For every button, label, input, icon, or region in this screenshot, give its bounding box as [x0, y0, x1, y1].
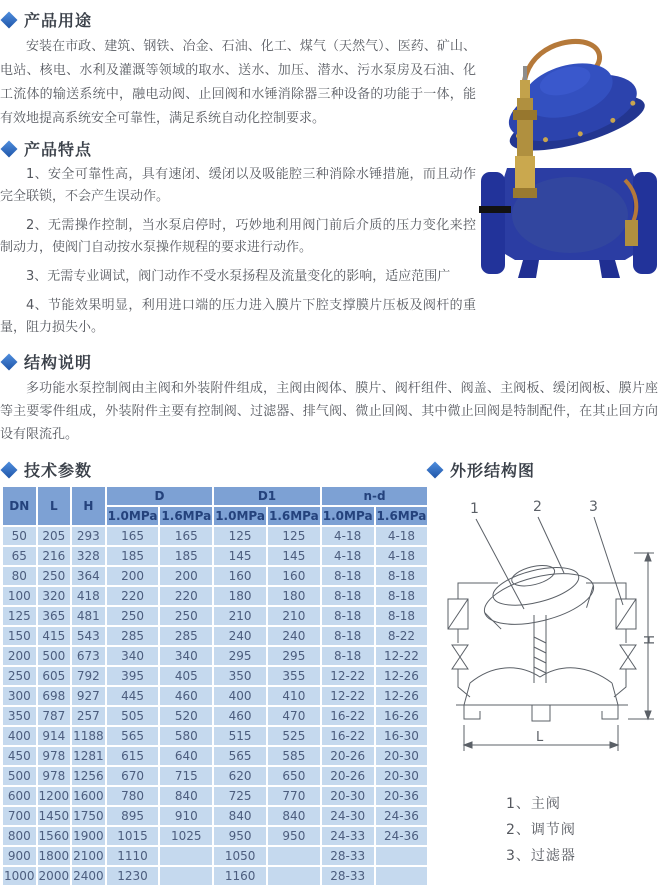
dimension-l-label: L [536, 730, 544, 745]
table-cell: 1281 [73, 749, 104, 763]
col-header-pressure: 1.6MPa [376, 509, 427, 523]
table-cell: 4-18 [322, 527, 374, 545]
table-cell: 1000 [4, 869, 35, 883]
table-cell: 250 [107, 607, 159, 625]
table-cell: 700 [3, 807, 36, 825]
bottom-section [0, 454, 660, 887]
table-cell: 24-33 [322, 827, 374, 845]
table-cell: 2000 [38, 869, 70, 883]
product-photo [479, 10, 659, 282]
outline-column [420, 454, 660, 887]
table-cell: 787 [38, 707, 71, 725]
table-cell: 4-18 [376, 527, 428, 545]
table-cell: 470 [268, 707, 320, 725]
table-cell: 2400 [73, 869, 104, 883]
table-cell: 65 [3, 547, 36, 565]
diamond-bullet-icon [1, 140, 18, 157]
section-outline-header [429, 458, 660, 481]
table-cell: 20-30 [322, 787, 374, 805]
table-cell: 125 [3, 607, 36, 625]
col-header-d1: D1 [214, 487, 320, 505]
section-title: 技术参数 [24, 461, 93, 480]
table-cell: 340 [160, 647, 212, 665]
table-cell: 515 [214, 727, 266, 745]
table-cell: 80 [3, 567, 36, 585]
table-cell: 615 [107, 747, 159, 765]
section-structure-header [3, 350, 660, 373]
table-cell: 240 [268, 627, 320, 645]
col-header-pressure: 1.6MPa [161, 509, 212, 523]
top-section [0, 4, 660, 346]
table-cell: 12-22 [322, 667, 374, 685]
structure-paragraph: 多功能水泵控制阀由主阀和外装附件组成，主阀由阀体、膜片、阀杆组件、阀盖、主阀板、缓闭阀板、膜片座等主要零件组成，外装附件主要有控制阀、过滤器、排气阀、微止回阀、其中微止回阀是特制配件，在其止回方向设有限流孔。 [0, 381, 658, 442]
table-row [3, 707, 427, 725]
col-header-dn: DN [3, 487, 36, 525]
table-cell: 950 [268, 827, 320, 845]
table-cell: 580 [160, 727, 212, 745]
table-cell: 24-36 [376, 827, 428, 845]
table-cell: 770 [268, 787, 320, 805]
table-cell: 792 [72, 667, 105, 685]
table-cell: 12-22 [322, 687, 374, 705]
table-cell: 16-26 [376, 707, 428, 725]
callout-leader-1 [476, 519, 524, 609]
table-cell: 4-18 [322, 547, 374, 565]
table-cell: 1025 [160, 827, 212, 845]
table-cell: 405 [160, 667, 212, 685]
table-cell: 295 [268, 647, 320, 665]
table-cell: 210 [268, 607, 320, 625]
table-row [3, 727, 427, 745]
table-row [3, 807, 427, 825]
col-header-pressure: 1.0MPa [215, 509, 265, 523]
section-usage-header [3, 8, 478, 31]
table-cell: 12-22 [376, 647, 428, 665]
feature-item: 3、无需专业调试，阀门动作不受水泵扬程及流量变化的影响，适应范围广 [26, 269, 451, 284]
left-valve-symbol [452, 629, 470, 697]
table-cell: 927 [72, 687, 105, 705]
table-cell: 780 [107, 787, 159, 805]
col-header-nd: n-d [322, 487, 428, 505]
table-cell: 445 [107, 687, 159, 705]
table-cell: 200 [3, 647, 36, 665]
table-cell: 328 [72, 547, 105, 565]
table-cell: 125 [268, 527, 320, 545]
table-cell: 165 [107, 527, 159, 545]
table-cell: 978 [38, 747, 71, 765]
table-row [3, 607, 427, 625]
outline-legend [506, 791, 660, 869]
table-cell: 364 [72, 567, 105, 585]
table-cell: 145 [268, 547, 320, 565]
table-cell: 481 [72, 607, 105, 625]
table-cell: 220 [160, 587, 212, 605]
table-cell: 640 [160, 747, 212, 765]
table-cell: 28-33 [322, 867, 374, 885]
table-cell: 500 [3, 767, 36, 785]
table-cell: 180 [214, 587, 266, 605]
table-cell: 160 [268, 567, 320, 585]
table-cell: 1015 [107, 827, 159, 845]
table-cell: 20-26 [322, 767, 374, 785]
table-row [3, 667, 427, 685]
table-cell: 8-18 [376, 607, 428, 625]
parameters-table [1, 485, 429, 887]
table-cell: 910 [160, 807, 212, 825]
section-title: 外形结构图 [450, 461, 536, 480]
feature-item: 1、安全可靠性高，具有速闭、缓闭以及吸能腔三种消除水锤措施，而且动作完全联锁，不会产生误动作。 [0, 167, 476, 204]
table-cell: 216 [38, 547, 71, 565]
callout-number-1: 1 [470, 501, 479, 517]
table-cell: 1450 [38, 809, 70, 823]
table-row [3, 867, 427, 885]
table-cell: 895 [107, 807, 159, 825]
table-cell: 165 [160, 527, 212, 545]
table-cell: 500 [38, 647, 71, 665]
table-row [3, 827, 427, 845]
table-cell: 698 [38, 687, 71, 705]
table-cell: 415 [38, 627, 71, 645]
table-cell: 800 [3, 827, 36, 845]
table-cell [268, 867, 320, 885]
table-cell: 1188 [73, 729, 104, 743]
table-cell: 1230 [107, 867, 159, 885]
usage-paragraph: 安装在市政、建筑、钢铁、冶金、石油、化工、煤气（天然气）、医药、矿山、电站、核电、水利及灌溉等领域的取水、送水、加压、潜水、污水泵房及石油、化工流体的输送系统中，融电动阀、止回阀和水锤消除器三种设备的功能于一体，能有效地提高系统安全可靠性，满足系统自动化控制要求。 [0, 39, 476, 126]
section-parameters-header [3, 458, 420, 481]
table-cell: 257 [72, 707, 105, 725]
table-cell: 543 [72, 627, 105, 645]
callout-number-3: 3 [589, 499, 598, 515]
section-features-header [3, 137, 478, 160]
table-cell: 450 [3, 747, 36, 765]
table-cell: 16-22 [322, 707, 374, 725]
section-title: 产品特点 [24, 140, 93, 159]
table-cell: 8-22 [376, 627, 428, 645]
legend-item-main-valve: 1、主阀 [506, 796, 561, 812]
text-column [0, 4, 478, 346]
table-cell: 200 [160, 567, 212, 585]
table-row [3, 647, 427, 665]
table-cell: 715 [160, 767, 212, 785]
legend-item-filter: 3、过滤器 [506, 848, 576, 864]
table-cell: 250 [160, 607, 212, 625]
table-cell: 4-18 [376, 547, 428, 565]
callout-number-2: 2 [533, 499, 542, 515]
valve-foot [518, 260, 539, 278]
valve-foot [599, 260, 620, 278]
table-cell: 410 [268, 687, 320, 705]
table-cell: 16-22 [322, 727, 374, 745]
table-cell: 1160 [214, 867, 266, 885]
table-cell: 365 [38, 607, 71, 625]
table-cell: 320 [38, 587, 71, 605]
table-cell: 840 [214, 807, 266, 825]
callout-leader-3 [594, 517, 623, 605]
table-cell: 8-18 [322, 587, 374, 605]
table-cell: 12-26 [376, 687, 428, 705]
brass-fitting [625, 220, 638, 246]
table-header [3, 487, 427, 525]
lever-handle [479, 206, 511, 213]
parameters-column [0, 454, 427, 887]
table-cell: 840 [268, 807, 320, 825]
table-cell: 8-18 [376, 567, 428, 585]
table-row [3, 847, 427, 865]
table-cell: 1600 [73, 789, 104, 803]
table-cell: 20-30 [376, 767, 428, 785]
table-cell: 160 [214, 567, 266, 585]
feature-item: 2、无需操作控制，当水泵启停时，巧妙地利用阀门前后介质的压力变化来控制动力，使阀门自动按水泵操作规程的要求进行动作。 [0, 218, 476, 255]
table-cell: 673 [72, 647, 105, 665]
col-header-pressure: 1.0MPa [322, 509, 373, 523]
col-header-pressure: 1.0MPa [107, 509, 158, 523]
table-row [3, 767, 427, 785]
table-cell: 600 [3, 787, 36, 805]
diamond-bullet-icon [427, 461, 444, 478]
section-title: 产品用途 [24, 11, 93, 30]
params-table-body [3, 527, 427, 885]
table-row [3, 627, 427, 645]
left-connector [458, 583, 498, 599]
table-cell: 565 [107, 727, 159, 745]
table-row [3, 547, 427, 565]
table-cell: 2100 [73, 849, 104, 863]
col-header-pressure: 1.6MPa [268, 509, 319, 523]
table-cell: 840 [160, 787, 212, 805]
table-cell: 520 [160, 707, 212, 725]
feature-item: 4、节能效果明显，利用进口端的压力进入膜片下腔支撑膜片压板及阀杆的重量，阻力损失小。 [0, 298, 476, 335]
col-header-d: D [107, 487, 213, 505]
table-row [3, 527, 427, 545]
table-row [3, 587, 427, 605]
table-cell: 28-33 [322, 847, 374, 865]
legend-item-regulating-valve: 2、调节阀 [506, 822, 576, 838]
col-header-h: H [72, 487, 105, 525]
table-cell: 295 [214, 647, 266, 665]
outline-drawing [426, 487, 658, 783]
table-cell: 100 [3, 587, 36, 605]
table-cell: 8-18 [376, 587, 428, 605]
table-cell: 285 [107, 627, 159, 645]
table-cell: 185 [107, 547, 159, 565]
table-row [3, 687, 427, 705]
diamond-bullet-icon [1, 11, 18, 28]
table-cell: 20-36 [376, 787, 428, 805]
table-cell: 210 [214, 607, 266, 625]
table-cell: 565 [214, 747, 266, 765]
base-feet [464, 705, 618, 721]
table-cell: 400 [214, 687, 266, 705]
table-cell [160, 847, 212, 865]
spring-coil [534, 637, 546, 673]
table-cell: 300 [3, 687, 36, 705]
table-cell: 20-26 [322, 747, 374, 765]
table-cell: 50 [3, 527, 36, 545]
main-valve-dome [477, 553, 599, 633]
table-cell: 950 [214, 827, 266, 845]
dimension-h-label: H [640, 635, 655, 645]
table-cell: 8-18 [322, 647, 374, 665]
table-cell: 200 [107, 567, 159, 585]
table-cell: 1900 [73, 829, 104, 843]
table-cell: 24-36 [376, 807, 428, 825]
table-cell: 914 [38, 727, 71, 745]
table-cell: 8-18 [322, 567, 374, 585]
table-cell: 205 [38, 527, 71, 545]
table-cell: 125 [214, 527, 266, 545]
table-row [3, 567, 427, 585]
table-cell: 24-30 [322, 807, 374, 825]
table-cell: 1800 [38, 849, 70, 863]
table-cell: 525 [268, 727, 320, 745]
table-cell: 1110 [107, 847, 159, 865]
right-valve-symbol [614, 629, 636, 697]
table-cell [160, 867, 212, 885]
table-cell: 220 [107, 587, 159, 605]
table-cell: 978 [38, 767, 71, 785]
table-cell: 20-30 [376, 747, 428, 765]
photo-column [478, 4, 660, 346]
table-cell [268, 847, 320, 865]
table-cell: 12-26 [376, 667, 428, 685]
table-cell: 418 [72, 587, 105, 605]
table-cell: 145 [214, 547, 266, 565]
table-cell: 150 [3, 627, 36, 645]
table-cell: 8-18 [322, 627, 374, 645]
valve-stem [534, 615, 546, 683]
table-cell: 350 [214, 667, 266, 685]
table-row [3, 787, 427, 805]
table-cell: 8-18 [322, 607, 374, 625]
table-cell: 185 [160, 547, 212, 565]
table-cell: 240 [214, 627, 266, 645]
table-cell: 1256 [73, 769, 104, 783]
base-sides [464, 683, 618, 705]
table-cell: 1750 [73, 809, 104, 823]
diamond-bullet-icon [1, 461, 18, 478]
table-cell: 285 [160, 627, 212, 645]
table-cell: 620 [214, 767, 266, 785]
table-cell: 400 [3, 727, 36, 745]
table-cell: 460 [214, 707, 266, 725]
table-cell: 16-30 [376, 727, 428, 745]
table-cell: 1200 [38, 789, 70, 803]
table-cell: 605 [38, 667, 71, 685]
table-cell: 355 [268, 667, 320, 685]
table-cell: 900 [3, 847, 36, 865]
col-header-l: L [38, 487, 71, 525]
table-cell: 650 [268, 767, 320, 785]
table-cell: 250 [38, 567, 71, 585]
left-accessory-diagonal [448, 599, 468, 629]
table-cell: 1560 [38, 829, 70, 843]
table-cell: 725 [214, 787, 266, 805]
table-cell: 250 [3, 667, 36, 685]
table-cell: 395 [107, 667, 159, 685]
table-cell: 293 [72, 527, 105, 545]
table-cell: 350 [3, 707, 36, 725]
table-cell: 670 [107, 767, 159, 785]
table-cell: 340 [107, 647, 159, 665]
table-cell: 585 [268, 747, 320, 765]
inlet-flange [481, 172, 505, 274]
table-cell: 1050 [214, 847, 266, 865]
table-cell: 180 [268, 587, 320, 605]
right-accessory-diagonal [616, 599, 636, 629]
table-row [3, 747, 427, 765]
callout-leader-2 [538, 517, 564, 573]
table-cell: 505 [107, 707, 159, 725]
section-title: 结构说明 [24, 353, 93, 372]
diamond-bullet-icon [1, 353, 18, 370]
table-cell: 460 [160, 687, 212, 705]
